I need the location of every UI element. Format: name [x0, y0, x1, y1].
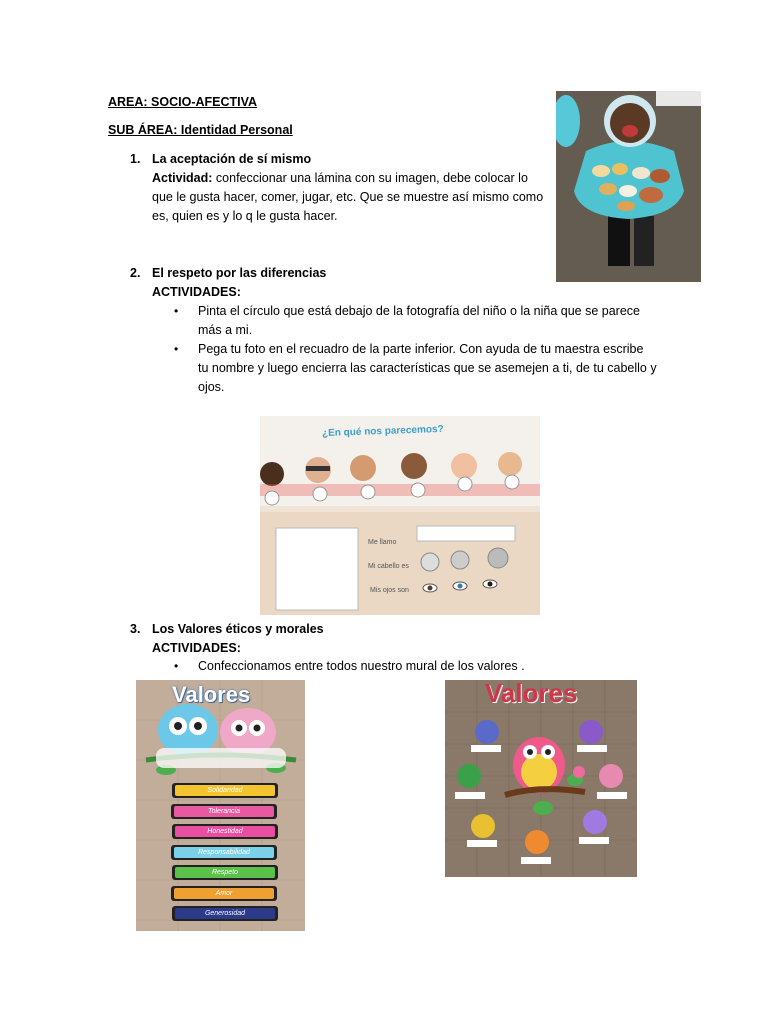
section1-title: La aceptación de sí mismo — [152, 152, 312, 166]
section2-title: El respeto por las diferencias — [152, 266, 327, 280]
section2-bullet1-line2: más a mi. — [198, 323, 253, 337]
mural-right-photo — [445, 680, 637, 877]
value-strip — [172, 865, 278, 880]
value-strip — [171, 886, 277, 901]
value-strip-label: Responsabilidad — [174, 847, 274, 858]
section1-activity-line2: que le gusta hacer, comer, jugar, etc. Que se muestre así mismo como — [152, 190, 544, 204]
section2-bullet2-line3: ojos. — [198, 380, 225, 394]
section2-bullet1-line1: Pinta el círculo que está debajo de la fotografía del niño o la niña que se parece — [198, 304, 640, 318]
section2-activities-label: ACTIVIDADES: — [152, 285, 241, 299]
bullet-dot: • — [174, 659, 179, 673]
section2-bullet2-line2: tu nombre y luego encierra las características que se asemejen a ti, de tu cabello y — [198, 361, 657, 375]
worksheet-eyes-label: Mis ojos son — [370, 587, 409, 594]
section2-number: 2. — [130, 266, 141, 280]
section1-activity-line1 — [152, 169, 528, 188]
value-strip — [172, 906, 278, 921]
worksheet-photo — [260, 416, 540, 615]
value-strip-label: Solidaridad — [175, 785, 275, 796]
value-strip — [172, 824, 278, 839]
activity-label: Actividad: — [152, 171, 213, 185]
child-poster-photo — [556, 91, 701, 282]
section3-bullet1: Confeccionamos entre todos nuestro mural de los valores . — [198, 659, 525, 673]
section2-bullet2-line1: Pega tu foto en el recuadro de la parte inferior. Con ayuda de tu maestra escribe — [198, 342, 644, 356]
value-strip — [171, 804, 277, 819]
value-strip-label: Honestidad — [175, 826, 275, 837]
section3-number: 3. — [130, 622, 141, 636]
value-strip-label: Amor — [174, 888, 274, 899]
value-strip-label: Tolerancia — [174, 806, 274, 817]
mural-left-photo — [136, 680, 305, 931]
mural-left-title: Valores — [172, 682, 251, 707]
worksheet-title: ¿En qué nos parecemos? — [321, 423, 444, 440]
value-strip — [171, 845, 277, 860]
value-strip — [172, 783, 278, 798]
sub-area-heading: SUB ÁREA: Identidad Personal — [108, 123, 293, 137]
section3-activities-label: ACTIVIDADES: — [152, 641, 241, 655]
section3-title: Los Valores éticos y morales — [152, 622, 324, 636]
mural-right-title: Valores — [485, 680, 578, 708]
area-heading: AREA: SOCIO-AFECTIVA — [108, 95, 258, 109]
value-strip-label: Respeto — [175, 867, 275, 878]
worksheet-name-label: Me llamo — [368, 539, 397, 546]
bullet-dot: • — [174, 304, 179, 318]
bullet-dot: • — [174, 342, 179, 356]
value-strip-label: Generosidad — [175, 908, 275, 919]
activity-text: confeccionar una lámina con su imagen, debe colocar lo — [212, 171, 528, 185]
worksheet-hair-label: Mi cabello es — [368, 563, 409, 570]
section1-activity-line3: es, quien es y lo q le gusta hacer. — [152, 209, 338, 223]
section1-number: 1. — [130, 152, 141, 166]
